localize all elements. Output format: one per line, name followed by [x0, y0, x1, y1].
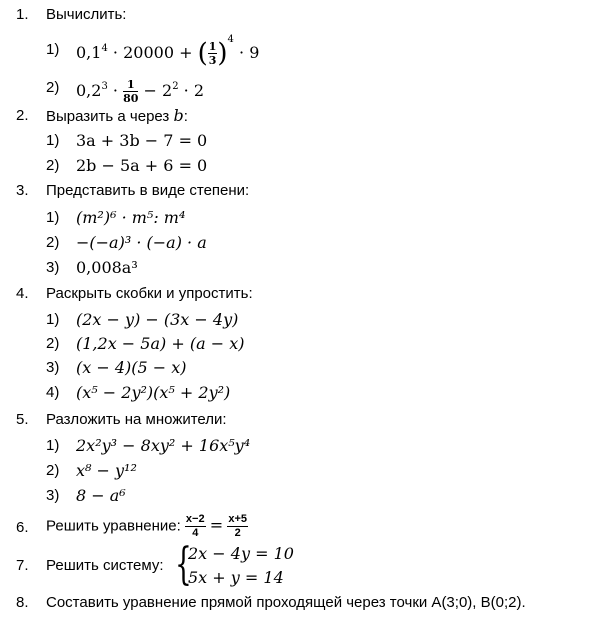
math-expression: 2x²y³ − 8xy² + 16x⁵y⁴ — [76, 436, 251, 455]
math-expression: −(−a)³ · (−a) · a — [76, 233, 207, 252]
problem-text: Решить уравнение: $\frac{x-2}{4}$ = $\frac{x+5}{2}$ — [46, 513, 248, 539]
problem-text: Составить уравнение прямой проходящей через точки А(3;0), В(0;2). — [46, 594, 526, 611]
math-expression: (x⁵ − 2y²)(x⁵ + 2y²) — [76, 383, 231, 402]
problem-number: 5. — [16, 411, 29, 428]
math-expression: (2x − y) − (3x − 4y) — [76, 310, 239, 329]
math-expression: 3a + 3b − 7 = 0 — [76, 131, 208, 150]
problem-text: Вычислить: — [46, 6, 127, 23]
fraction-left: $\frac{x-2}{4}$ — [185, 513, 205, 539]
subproblem-number: 1) — [46, 132, 60, 149]
math-expression: 0,008a³ — [76, 258, 138, 277]
problem-number: 2. — [16, 107, 29, 124]
problem-number: 7. — [16, 557, 29, 574]
fraction: $\frac{1}{80}$ — [123, 78, 139, 105]
subproblem-number: 4) — [46, 384, 60, 401]
subproblem-number: 1) — [46, 41, 60, 58]
problem-number: 3. — [16, 182, 29, 199]
problem-number: 1. — [16, 6, 29, 23]
subproblem-number: 2) — [46, 462, 60, 479]
subproblem-number: 3) — [46, 259, 60, 276]
system-brace: { — [175, 539, 192, 590]
problem-number: 6. — [16, 519, 29, 536]
fraction: $\frac{1}{3}$ — [208, 40, 217, 67]
subproblem-number: 1) — [46, 437, 60, 454]
problem-text: Представить в виде степени: — [46, 182, 250, 199]
subproblem-number: 3) — [46, 359, 60, 376]
fraction-right: $\frac{x+5}{2}$ — [228, 513, 248, 539]
subproblem-number: 1) — [46, 311, 60, 328]
subproblem-number: 3) — [46, 487, 60, 504]
math-expression: (m²)⁶ · m⁵: m⁴ — [76, 208, 186, 227]
subproblem-number: 1) — [46, 209, 60, 226]
subproblem-number: 2) — [46, 335, 60, 352]
math-expression: 8 − a⁶ — [76, 486, 126, 505]
math-expression: (x − 4)(5 − x) — [76, 358, 187, 377]
math-expression: $0,2^3$ · $\frac{1}{80}$ − $2^2 \cdot 2$ — [76, 78, 205, 105]
problem-text: Выразить а через b: — [46, 106, 188, 125]
problem-number: 8. — [16, 594, 29, 611]
equals-sign: = — [209, 515, 224, 535]
math-expression: x⁸ − y¹² — [76, 461, 137, 480]
system-equation-1: 2x − 4y = 10 — [188, 544, 294, 563]
problem-text: Раскрыть скобки и упростить: — [46, 285, 253, 302]
subproblem-number: 2) — [46, 157, 60, 174]
problem-text: Решить систему: — [46, 557, 164, 574]
problem-number: 4. — [16, 285, 29, 302]
math-expression: (1,2x − 5a) + (a − x) — [76, 334, 245, 353]
subproblem-number: 2) — [46, 79, 60, 96]
math-expression: $0,1^4 \cdot 20000$ + ( $\frac{1}{3}$ )$^4$ · 9 — [76, 33, 260, 69]
math-expression: 2b − 5a + 6 = 0 — [76, 156, 208, 175]
system-equation-2: 5x + y = 14 — [188, 568, 284, 587]
subproblem-number: 2) — [46, 234, 60, 251]
problem-text: Разложить на множители: — [46, 411, 227, 428]
